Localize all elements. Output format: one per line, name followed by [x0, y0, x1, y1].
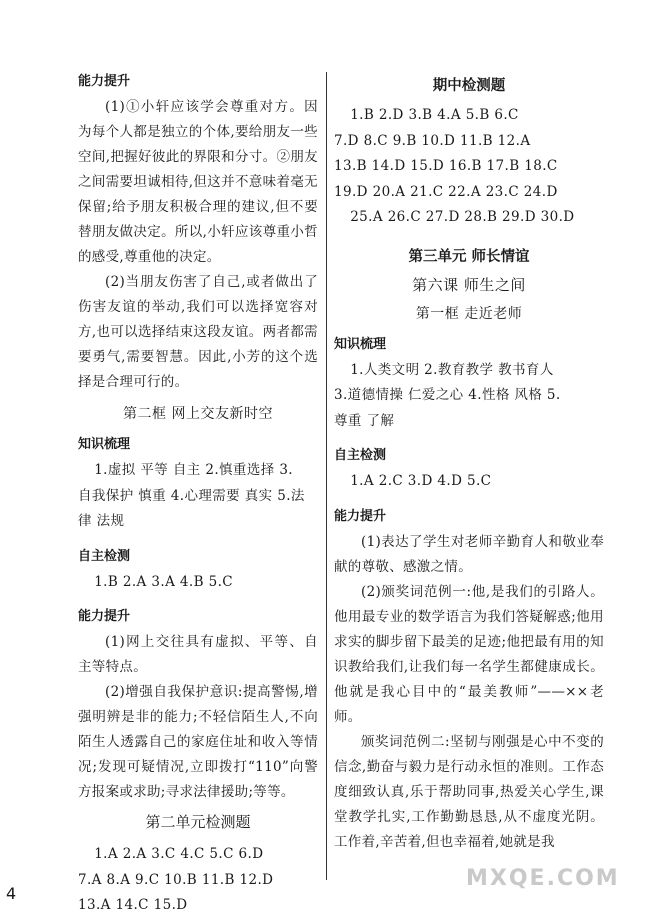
- answer-paragraph: (1)表达了学生对老师辛勤育人和敬业奉献的尊敬、感激之情。: [334, 533, 604, 575]
- answer-line: 自我保护 慎重 4.心理需要 真实 5.法: [78, 487, 305, 504]
- subsection-title: 第二框 网上交友新时空: [123, 406, 273, 422]
- answer-line: 1.B 2.A 3.A 4.B 5.C: [94, 573, 234, 590]
- unit-title: 第三单元 师长情谊: [408, 248, 530, 265]
- section-heading: 能力提升: [78, 609, 131, 624]
- answer-line: 7.D 8.C 9.B 10.D 11.B 12.A: [334, 132, 531, 149]
- answer-paragraph: (2)当朋友伤害了自己,或者做出了伤害友谊的举动,我们可以选择宽容对方,也可以选择结束这段友谊。两者都需要勇气,需要智慧。因此,小芳的这个选择是合理可行的。: [78, 274, 318, 390]
- answer-paragraph: (2)增强自我保护意识:提高警惕,增强明辨是非的能力;不轻信陌生人,不向陌生人透露自己的家庭住址和收入等情况;发现可疑情况,立即拨打“110”向警方报案或求助;寻求法律援助;等等。: [78, 684, 318, 800]
- answer-line: 律 法规: [78, 513, 125, 529]
- column-divider: [326, 72, 327, 880]
- answer-line: 1.B 2.D 3.B 4.A 5.B 6.C: [350, 107, 519, 123]
- section-heading: 能力提升: [78, 74, 131, 89]
- answer-paragraph: 颁奖词范例二:坚韧与刚强是心中不变的信念,勤奋与毅力是行动永恒的准则。工作态度细致认真,乐于帮助同事,热爱关心学生,课堂教学扎实,工作勤勤恳恳,从不虚度光阴。工作着,辛苦着,但也幸福着,她就是我: [334, 733, 604, 850]
- answer-line: 1.A 2.C 3.D 4.D 5.C: [350, 473, 492, 489]
- answer-line: 25.A 26.C 27.D 28.B 29.D 30.D: [350, 209, 575, 225]
- page-number: 4: [6, 884, 17, 903]
- answer-paragraph: (1)网上交往具有虚拟、平等、自主等特点。: [78, 634, 318, 675]
- section-heading: 能力提升: [334, 508, 387, 524]
- section-heading: 自主检测: [78, 548, 131, 564]
- right-column: [334, 60, 604, 855]
- left-column: [78, 60, 318, 919]
- answer-line: 1.A 2.A 3.C 4.C 5.C 6.D: [94, 846, 264, 862]
- answer-line: 3.道德情操 仁爱之心 4.性格 风格 5.: [334, 387, 561, 403]
- section-heading: 知识梳理: [334, 336, 387, 352]
- lesson-title: 第六课 师生之间: [412, 275, 526, 294]
- answer-line: 13.A 14.C 15.D: [78, 897, 188, 913]
- answer-line: 13.B 14.D 15.D 16.B 17.B 18.C: [334, 158, 558, 174]
- test-title: 期中检测题: [432, 78, 506, 94]
- answer-line: 尊重 了解: [334, 412, 395, 429]
- answer-paragraph: (1)①小轩应该学会尊重对方。因为每个人都是独立的个体,要给朋友一些空间,把握好彼此的界限和分寸。②朋友之间需要坦诚相待,但这并不意味着毫无保留;给予朋友积极合理的建议,但不要替朋友做决定。所以,小轩应该尊重小哲的感受,尊重他的决定。: [78, 99, 318, 265]
- test-title: 第二单元检测题: [145, 813, 251, 831]
- answer-line: 19.D 20.A 21.C 22.A 23.C 24.D: [334, 183, 558, 200]
- watermark-logo: MXQE.COM: [466, 866, 620, 891]
- section-heading: 自主检测: [334, 448, 387, 463]
- answer-line: 1.人类文明 2.教育教学 教书育人: [350, 361, 554, 378]
- subsection-title: 第一框 走近老师: [415, 305, 523, 322]
- answer-paragraph: (2)颁奖词范例一:他,是我们的引路人。他用最专业的数学语言为我们答疑解惑;他用求实的脚步留下最美的足迹;他把最有用的知识教给我们,让我们每一名学生都健康成长。他就是我心目中的“最美教师”——××老师。: [334, 583, 604, 725]
- section-heading: 知识梳理: [78, 437, 131, 452]
- answer-line: 1.虚拟 平等 自主 2.慎重选择 3.: [94, 462, 293, 478]
- answer-line: 7.A 8.A 9.C 10.B 11.B 12.D: [78, 871, 274, 888]
